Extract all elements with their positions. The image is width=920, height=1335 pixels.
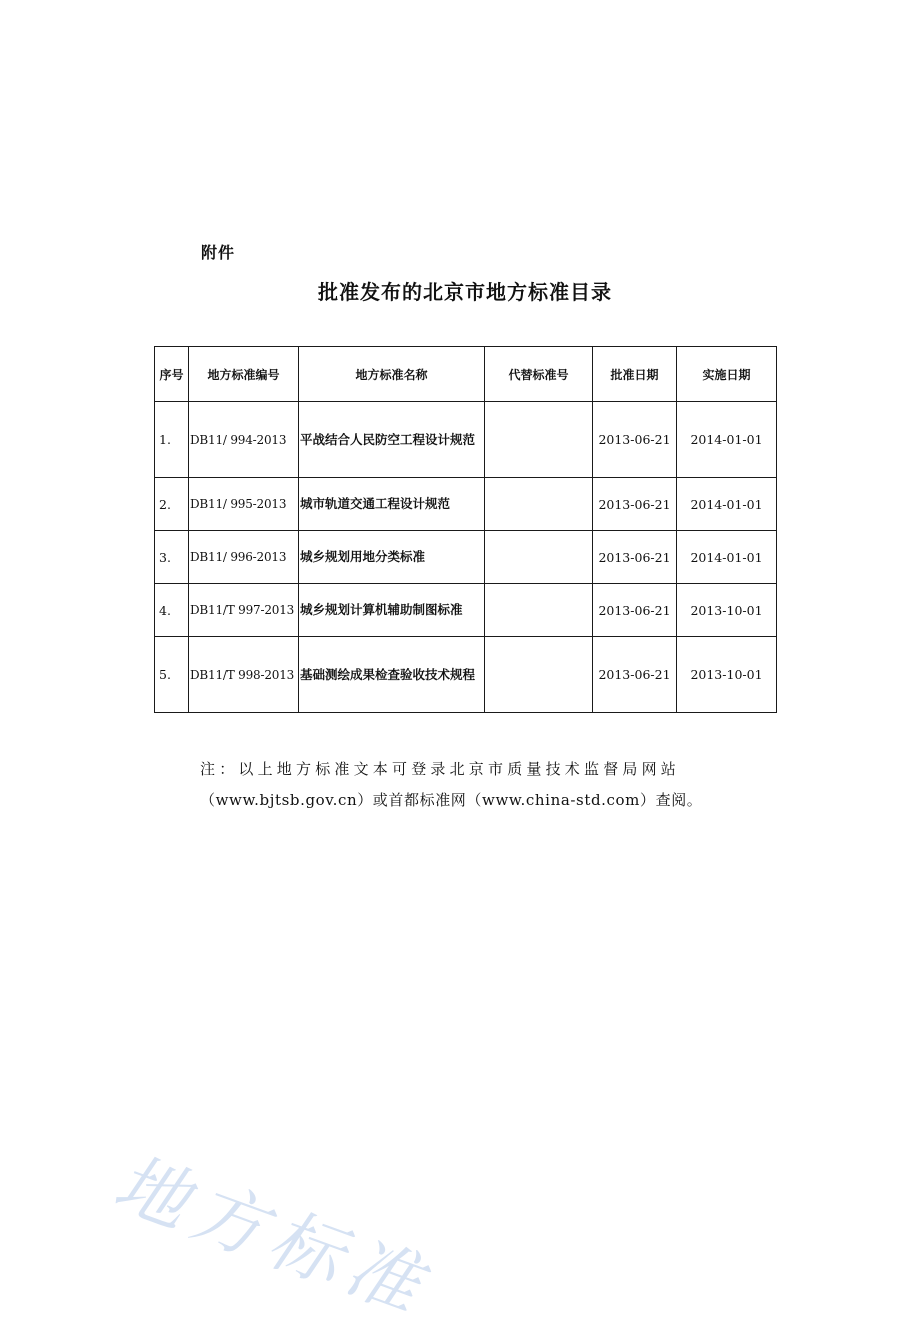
row-index: 4. — [155, 584, 189, 637]
approval-date: 2013-06-21 — [593, 637, 677, 713]
row-index: 1. — [155, 402, 189, 478]
approval-date: 2013-06-21 — [593, 478, 677, 531]
standard-name: 城市轨道交通工程设计规范 — [299, 478, 485, 531]
row-index: 3. — [155, 531, 189, 584]
column-header-name: 地方标准名称 — [299, 347, 485, 402]
footnote-line-1: 注：以上地方标准文本可登录北京市质量技术监督局网站 — [200, 760, 681, 778]
effective-date: 2014-01-01 — [677, 402, 777, 478]
effective-date: 2013-10-01 — [677, 584, 777, 637]
approval-date: 2013-06-21 — [593, 531, 677, 584]
column-header-effective-date: 实施日期 — [677, 347, 777, 402]
column-header-code: 地方标准编号 — [189, 347, 299, 402]
row-index: 2. — [155, 478, 189, 531]
document-title: 批准发布的北京市地方标准目录 — [318, 280, 612, 304]
table-header-row — [155, 347, 777, 402]
standard-name: 基础测绘成果检查验收技术规程 — [299, 637, 485, 713]
replaced-standard — [485, 402, 593, 478]
footnote — [200, 754, 760, 816]
row-index: 5. — [155, 637, 189, 713]
effective-date: 2014-01-01 — [677, 478, 777, 531]
approval-date: 2013-06-21 — [593, 584, 677, 637]
standard-name: 平战结合人民防空工程设计规范 — [299, 402, 485, 478]
table-row — [155, 478, 777, 531]
standard-code: DB11/ 995-2013 — [189, 478, 299, 531]
attachment-label: 附件 — [201, 243, 236, 262]
standard-code: DB11/T 997-2013 — [189, 584, 299, 637]
column-header-index: 序号 — [155, 347, 189, 402]
standard-code: DB11/ 994-2013 — [189, 402, 299, 478]
table-row — [155, 402, 777, 478]
standard-name: 城乡规划用地分类标准 — [299, 531, 485, 584]
watermark: 地方标准 — [103, 1140, 441, 1332]
replaced-standard — [485, 478, 593, 531]
table-row — [155, 531, 777, 584]
standard-name: 城乡规划计算机辅助制图标准 — [299, 584, 485, 637]
column-header-approval-date: 批准日期 — [593, 347, 677, 402]
table-row — [155, 584, 777, 637]
effective-date: 2014-01-01 — [677, 531, 777, 584]
effective-date: 2013-10-01 — [677, 637, 777, 713]
footnote-line-2: （www.bjtsb.gov.cn）或首都标准网（www.china-std.com）查阅。 — [200, 791, 703, 809]
standard-code: DB11/ 996-2013 — [189, 531, 299, 584]
standard-code: DB11/T 998-2013 — [189, 637, 299, 713]
standards-table — [154, 346, 777, 713]
replaced-standard — [485, 637, 593, 713]
column-header-replaces: 代替标准号 — [485, 347, 593, 402]
table-row — [155, 637, 777, 713]
replaced-standard — [485, 531, 593, 584]
approval-date: 2013-06-21 — [593, 402, 677, 478]
replaced-standard — [485, 584, 593, 637]
